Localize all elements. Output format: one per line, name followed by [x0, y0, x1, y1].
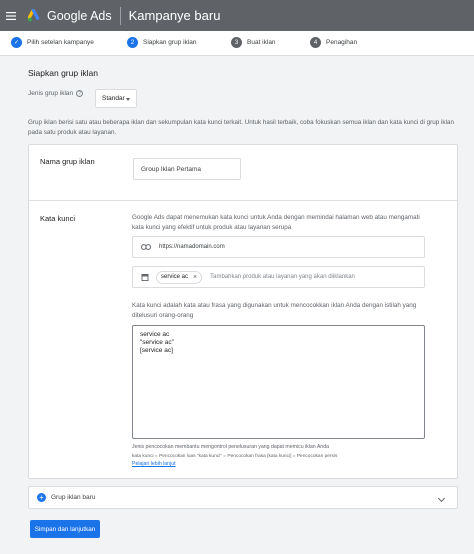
step-label: Siapkan grup iklan — [143, 39, 197, 46]
section-description: Grup iklan berisi satu atau beberapa iklan dan sekumpulan kata kunci terkait. Untuk hasil terbaik, coba fokuskan semua iklan dan kata kunci di grup iklan pada satu produk atau layanan. — [28, 119, 454, 136]
learn-more-link[interactable]: Pelajari lebih lanjut — [132, 461, 176, 467]
ad-group-type-label: Jenis grup iklan ? — [28, 90, 83, 97]
ad-group-name-input[interactable]: Group Iklan Pertama — [133, 158, 241, 180]
match-type-note: Jenis pencocokan membantu mengontrol penelusuran yang dapat memicu iklan Anda — [132, 444, 329, 450]
keywords-help: Kata kunci adalah kata atau frasa yang digunakan untuk mencocokkan iklan Anda dengan istilah yang ditelusuri orang-orang — [132, 302, 417, 319]
ad-group-card — [28, 144, 458, 479]
step-label: Pilih setelan kampanye — [27, 39, 94, 46]
close-icon[interactable]: × — [193, 273, 198, 281]
product-chip[interactable]: service ac × — [156, 271, 202, 284]
new-ad-group-row[interactable] — [28, 486, 458, 509]
save-continue-button[interactable]: Simpan dan lanjutkan — [30, 520, 100, 538]
step-campaign-settings[interactable] — [11, 37, 94, 48]
caret-down-icon — [126, 98, 130, 101]
section-title: Siapkan grup iklan — [28, 68, 98, 78]
page-title: Kampanye baru — [128, 8, 221, 23]
keyword-entry: "service ac" — [140, 339, 174, 346]
card-divider — [29, 200, 457, 201]
link-icon — [141, 244, 151, 250]
progress-stepper — [0, 31, 474, 56]
keyword-entry: [service ac] — [140, 347, 173, 354]
ad-group-type-select[interactable]: Standar — [95, 89, 137, 108]
google-ads-logo[interactable] — [28, 9, 112, 23]
check-icon: ✓ — [11, 37, 22, 48]
product-placeholder: Tambahkan produk atau layanan yang akan diiklankan — [210, 274, 355, 280]
add-icon: + — [37, 493, 46, 502]
chevron-down-icon[interactable] — [438, 495, 445, 502]
store-icon — [141, 273, 149, 281]
help-icon[interactable]: ? — [76, 90, 83, 97]
google-ads-icon — [28, 9, 43, 22]
new-ad-group-label: Grup iklan baru — [51, 494, 96, 501]
header-divider — [120, 7, 121, 25]
keywords-textarea[interactable] — [132, 325, 425, 439]
step-billing[interactable] — [310, 37, 357, 48]
step-label: Buat iklan — [247, 39, 276, 46]
keyword-entry: service ac — [140, 331, 170, 338]
step-number: 4 — [310, 37, 321, 48]
step-create-ad[interactable] — [231, 37, 276, 48]
ad-group-name-label: Nama grup iklan — [40, 157, 95, 166]
step-number: 2 — [127, 37, 138, 48]
keywords-label: Kata kunci — [40, 214, 76, 223]
top-bar — [0, 0, 474, 31]
menu-icon[interactable] — [0, 0, 22, 31]
match-type-legend: kata kunci = Pencocokan luas "kata kunci" = Pencocokan frasa [kata kunci] = Pencocokan persis — [132, 454, 338, 459]
step-number: 3 — [231, 37, 242, 48]
product-service-input[interactable] — [132, 266, 425, 288]
step-label: Penagihan — [326, 39, 358, 46]
website-url-input[interactable]: https://namadomain.com — [132, 236, 425, 258]
step-ad-group[interactable] — [127, 37, 196, 48]
keywords-intro: Google Ads dapat menemukan kata kunci untuk Anda dengan memindai halaman web atau mengamati kata kunci yang efektif untuk produk atau layanan serupa — [132, 214, 420, 231]
app-name: Google Ads — [47, 8, 112, 23]
